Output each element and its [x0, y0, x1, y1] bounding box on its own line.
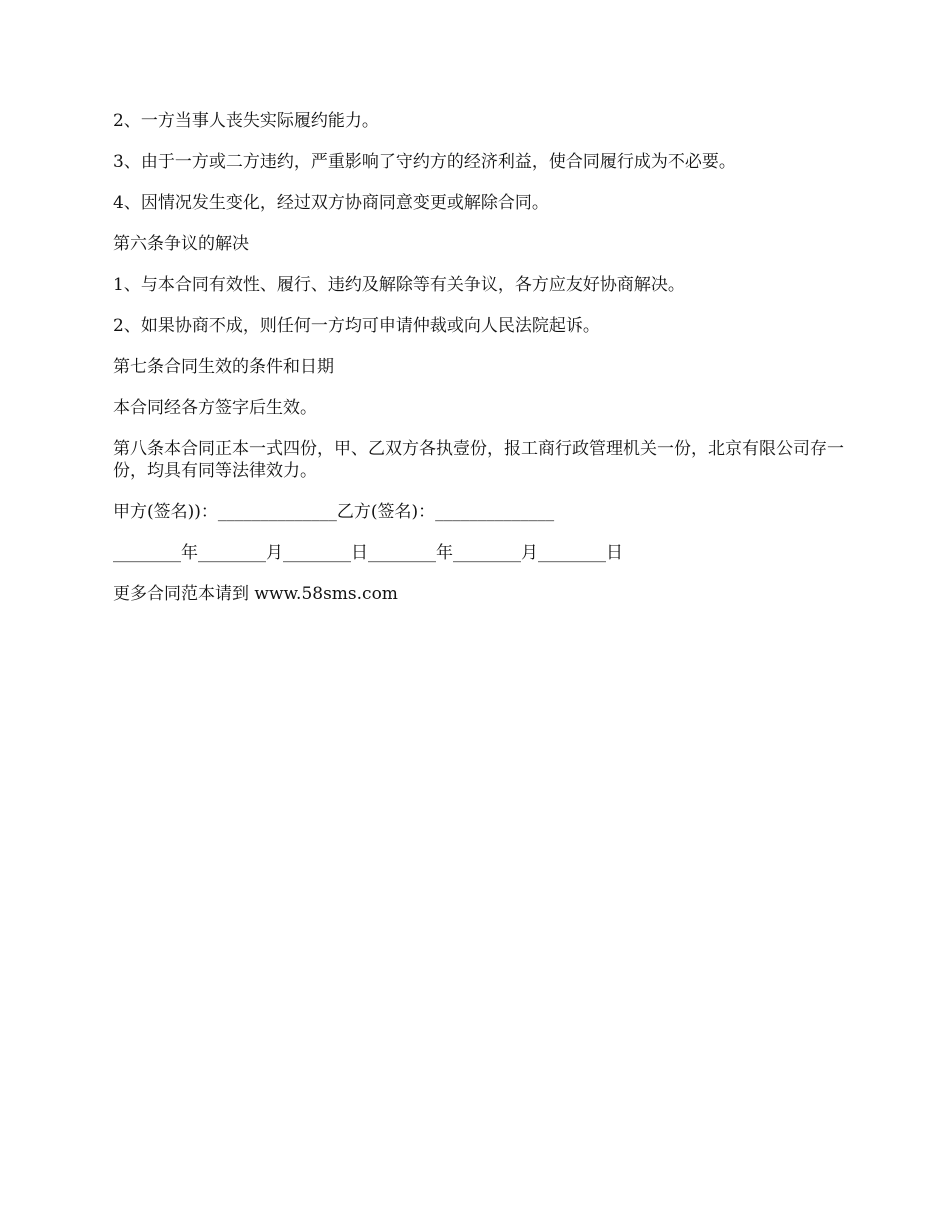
article-7-heading: 第七条合同生效的条件和日期: [113, 357, 334, 377]
date-line: ________年________月________日________年________月________日: [113, 543, 623, 563]
article-6-clause-1: 1、与本合同有效性、履行、违约及解除等有关争议，各方应友好协商解决。: [113, 275, 685, 295]
footer-link-text: 更多合同范本请到 www.58sms.com: [113, 584, 398, 604]
article-8-body: 第八条本合同正本一式四份，甲、乙双方各执壹份，报工商行政管理机关一份，北京有限公司存一份，均具有同等法律效力。: [113, 439, 844, 481]
article-6-heading: 第六条争议的解决: [113, 234, 249, 254]
clause-2-incapacity: 2、一方当事人丧失实际履约能力。: [113, 111, 379, 131]
clause-3-breach: 3、由于一方或二方违约，严重影响了守约方的经济利益，使合同履行成为不必要。: [113, 152, 736, 172]
document-body: [113, 110, 848, 605]
signature-line: 甲方(签名))：______________乙方(签名)：______________: [113, 502, 555, 522]
article-6-clause-2: 2、如果协商不成，则任何一方均可申请仲裁或向人民法院起诉。: [113, 316, 600, 336]
article-7-body: 本合同经各方签字后生效。: [113, 398, 317, 418]
clause-4-change: 4、因情况发生变化，经过双方协商同意变更或解除合同。: [113, 193, 549, 213]
